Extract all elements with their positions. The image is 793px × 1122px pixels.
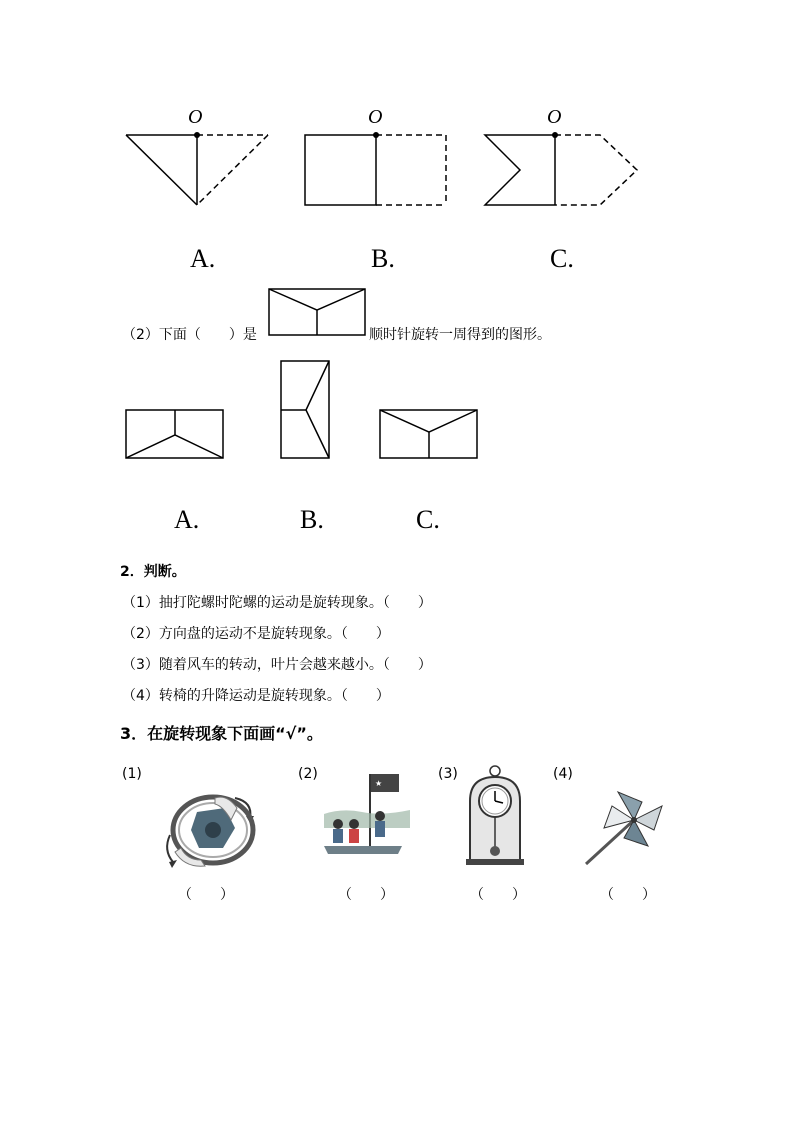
center-o-label-b: O xyxy=(368,106,383,128)
option2-c-label: C. xyxy=(416,505,440,534)
q3-item-1-answer[interactable]: （ ） xyxy=(178,887,234,903)
option-b-label: B. xyxy=(371,244,395,273)
q2-item-4: （4）转椅的升降运动是旋转现象。（ ） xyxy=(122,688,390,704)
q3-title: 3．在旋转现象下面画“√”。 xyxy=(120,724,323,743)
q3-item-3-label: (3) xyxy=(438,766,458,782)
q2-item-3: （3）随着风车的转动，叶片会越来越小。（ ） xyxy=(122,657,432,673)
q3-item-3-answer[interactable]: （ ） xyxy=(470,887,526,903)
q3-item-2-answer[interactable]: （ ） xyxy=(338,887,394,903)
q2-title: 2．判断。 xyxy=(120,564,186,580)
center-o-label-c: O xyxy=(547,106,562,128)
q3-item-2-label: (2) xyxy=(298,766,318,782)
q2-item-1: （1）抽打陀螺时陀螺的运动是旋转现象。（ ） xyxy=(122,595,432,611)
center-o-label-a: O xyxy=(188,106,203,128)
pendulum-clock-icon xyxy=(462,763,528,873)
flag-raising-icon xyxy=(322,766,412,866)
rotation-option-figures xyxy=(0,0,793,480)
svg-text:★: ★ xyxy=(375,779,383,788)
q3-item-1-label: (1) xyxy=(122,766,142,782)
option-c-label: C. xyxy=(550,244,574,273)
q1-part2-suffix: 顺时针旋转一周得到的图形。 xyxy=(369,327,551,343)
q1-part2-prefix: （2）下面（ ）是 xyxy=(122,327,257,343)
option2-b-label: B. xyxy=(300,505,324,534)
steering-wheel-icon xyxy=(155,790,270,870)
option2-a-label: A. xyxy=(174,505,200,534)
option-a-label: A. xyxy=(190,244,216,273)
q3-item-4-answer[interactable]: （ ） xyxy=(600,887,656,903)
q3-item-4-label: (4) xyxy=(553,766,573,782)
pinwheel-icon xyxy=(578,788,668,868)
q2-item-2: （2）方向盘的运动不是旋转现象。（ ） xyxy=(122,626,390,642)
